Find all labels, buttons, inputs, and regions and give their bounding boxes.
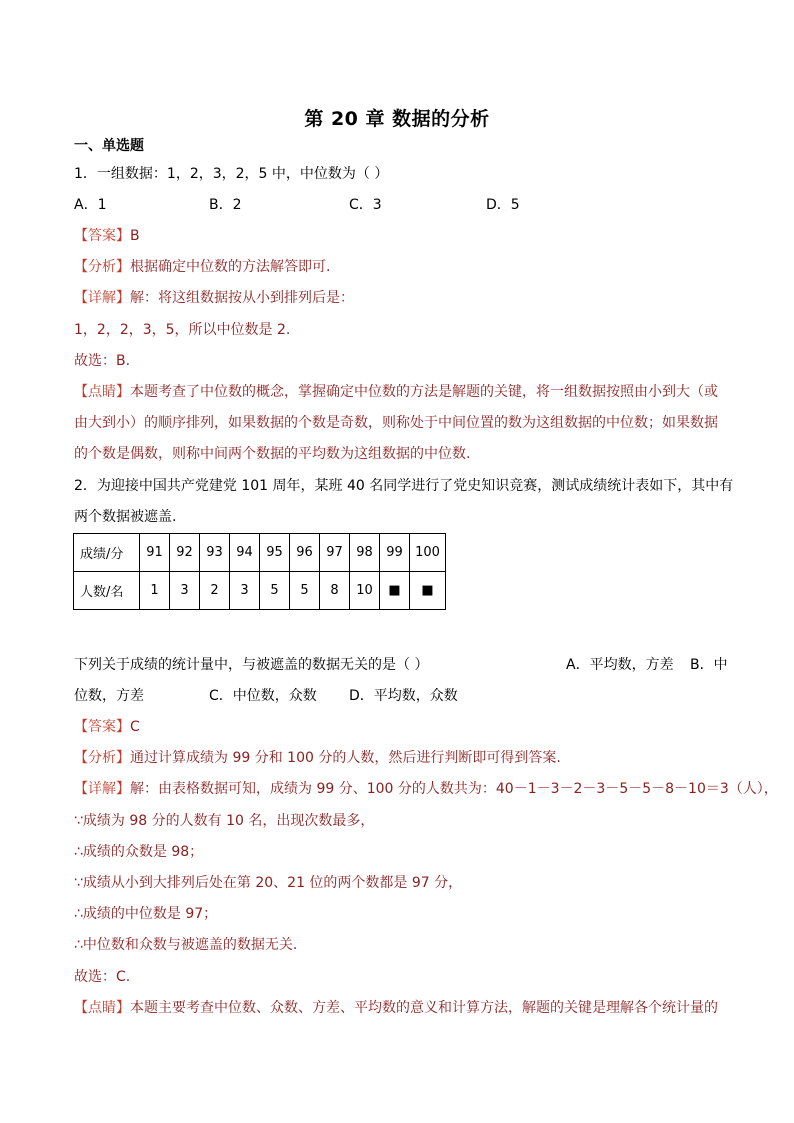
q2-option-b-part1: B．中 bbox=[690, 657, 728, 673]
q1-detail-line2: 1，2，2，3，5，所以中位数是 2. bbox=[74, 322, 291, 338]
q2-detail-line5: ∴成绩的中位数是 97； bbox=[74, 906, 218, 922]
page-title: 第 20 章 数据的分析 bbox=[304, 108, 490, 130]
answer-value: B bbox=[130, 228, 140, 244]
table-cell: 100 bbox=[410, 534, 446, 572]
answer-value: C bbox=[130, 719, 140, 735]
detail-text: 解：将这组数据按从小到排列后是： bbox=[130, 290, 354, 306]
table-cell: 5 bbox=[290, 572, 320, 610]
table-cell: 99 bbox=[380, 534, 410, 572]
table-cell: 98 bbox=[350, 534, 380, 572]
detail-tag: 【详解】 bbox=[74, 290, 130, 306]
analysis-text: 根据确定中位数的方法解答即可. bbox=[130, 259, 331, 275]
table-cell: 3 bbox=[170, 572, 200, 610]
q1-detail bbox=[74, 288, 354, 308]
score-table bbox=[73, 533, 446, 610]
q1-comment-line3: 的个数是偶数，则称中间两个数据的平均数为这组数据的中位数. bbox=[74, 446, 471, 462]
q2-choice: 故选：C. bbox=[74, 969, 131, 985]
table-cell-masked: ■ bbox=[380, 572, 410, 610]
detail-text: 解：由表格数据可知，成绩为 99 分、100 分的人数共为：40－1－3－2－3－5－5－8－10＝3（人）， bbox=[130, 781, 778, 797]
table-cell: 93 bbox=[200, 534, 230, 572]
comment-text: 本题考查了中位数的概念，掌握确定中位数的方法是解题的关键，将一组数据按照由小到大（或 bbox=[130, 384, 718, 400]
comment-tag: 【点睛】 bbox=[74, 384, 130, 400]
q2-analysis bbox=[74, 748, 561, 768]
q1-answer bbox=[74, 226, 140, 246]
q2-stem-line2: 两个数据被遮盖. bbox=[74, 509, 177, 525]
answer-tag: 【答案】 bbox=[74, 228, 130, 244]
table-cell: 8 bbox=[320, 572, 350, 610]
table-cell: 10 bbox=[350, 572, 380, 610]
table-cell-masked: ■ bbox=[410, 572, 446, 610]
q2-option-a: A．平均数，方差 bbox=[566, 657, 674, 673]
q2-detail-line2: ∵成绩为 98 分的人数有 10 名，出现次数最多， bbox=[74, 813, 375, 829]
table-cell: 2 bbox=[200, 572, 230, 610]
section-heading: 一、单选题 bbox=[74, 138, 144, 154]
table-row-header: 成绩/分 bbox=[74, 534, 140, 572]
analysis-text: 通过计算成绩为 99 分和 100 分的人数，然后进行判断即可得到答案. bbox=[130, 750, 561, 766]
table-cell: 91 bbox=[140, 534, 170, 572]
table-row-header: 人数/名 bbox=[74, 572, 140, 610]
table-row bbox=[74, 534, 446, 572]
q2-detail-line3: ∴成绩的众数是 98； bbox=[74, 844, 204, 860]
table-cell: 97 bbox=[320, 534, 350, 572]
table-cell: 95 bbox=[260, 534, 290, 572]
q2-answer bbox=[74, 717, 140, 737]
q2-detail-line4: ∵成绩从小到大排列后处在第 20、21 位的两个数都是 97 分， bbox=[74, 875, 463, 891]
table-cell: 1 bbox=[140, 572, 170, 610]
q2-option-b-part2: 位数，方差 bbox=[74, 688, 144, 704]
q1-option-a: A．1 bbox=[74, 197, 107, 213]
q2-question: 下列关于成绩的统计量中，与被遮盖的数据无关的是（ ） bbox=[74, 657, 429, 673]
comment-text: 本题主要考查中位数、众数、方差、平均数的意义和计算方法，解题的关键是理解各个统计量的 bbox=[130, 1000, 718, 1016]
analysis-tag: 【分析】 bbox=[74, 750, 130, 766]
q1-option-b: B．2 bbox=[209, 197, 242, 213]
comment-tag: 【点睛】 bbox=[74, 1000, 130, 1016]
table-row bbox=[74, 572, 446, 610]
table-cell: 96 bbox=[290, 534, 320, 572]
q1-analysis bbox=[74, 257, 330, 277]
q1-option-d: D．5 bbox=[486, 197, 520, 213]
q2-detail-line6: ∴中位数和众数与被遮盖的数据无关. bbox=[74, 937, 298, 953]
analysis-tag: 【分析】 bbox=[74, 259, 130, 275]
q2-option-d: D．平均数，众数 bbox=[349, 688, 458, 704]
q1-comment-line1 bbox=[74, 382, 718, 402]
q2-comment bbox=[74, 998, 718, 1018]
answer-tag: 【答案】 bbox=[74, 719, 130, 735]
table-cell: 92 bbox=[170, 534, 200, 572]
table-cell: 5 bbox=[260, 572, 290, 610]
q2-detail bbox=[74, 779, 778, 799]
q2-stem-line1: 2．为迎接中国共产党建党 101 周年，某班 40 名同学进行了党史知识竞赛，测试成绩统计表如下，其中有 bbox=[74, 478, 734, 494]
table-cell: 3 bbox=[230, 572, 260, 610]
q1-stem: 1．一组数据：1，2，3，2，5 中，中位数为（ ） bbox=[74, 166, 389, 182]
q2-option-c: C．中位数，众数 bbox=[209, 688, 317, 704]
q1-option-c: C．3 bbox=[349, 197, 382, 213]
table-cell: 94 bbox=[230, 534, 260, 572]
q1-comment-line2: 由大到小）的顺序排列，如果数据的个数是奇数，则称处于中间位置的数为这组数据的中位数；如果数据 bbox=[74, 415, 718, 431]
detail-tag: 【详解】 bbox=[74, 781, 130, 797]
q1-choice: 故选：B. bbox=[74, 353, 131, 369]
